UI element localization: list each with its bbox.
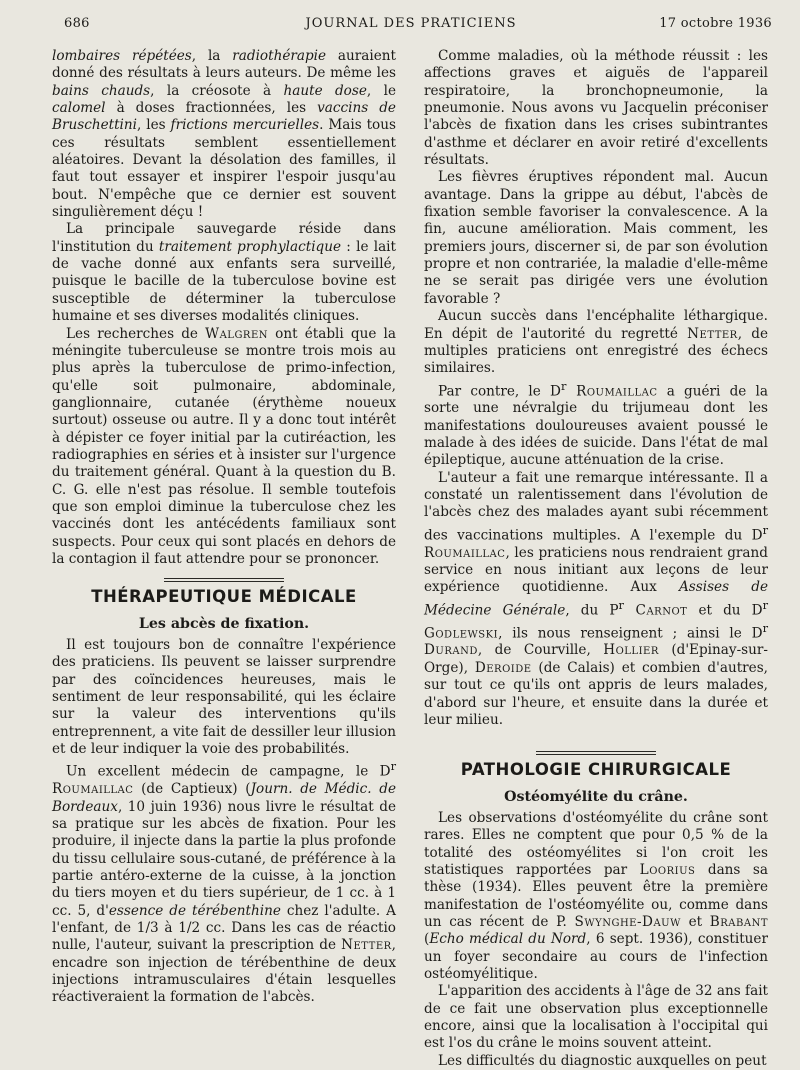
page-number: 686 [64,16,90,31]
section-heading: THÉRAPEUTIQUE MÉDICALE [91,587,357,607]
paragraph: L'apparition des accidents à l'âge de 32 ans fait de ce fait une observation plus exceptionnelle encore, ainsi que la localisation à l'occipital qui est l'os du crâne le moins souvent atteint. [424,983,768,1052]
paragraph: Un excellent médecin de campagne, le $D^r$ Roumaillac (de Captieux) (Journ. de Médic. de Bordeaux, 10 juin 1936) nous livre le résultat de sa pratique sur les abcès de fixation. Pour les produire, il injecte dans la partie la plus profonde du tissu cellulaire sous-cutané, de préférence à la partie antéro-externe de la cuisse, à la jonction du tiers moyen et du tiers supérieur, de 1 cc. à 1 cc. 5, d'essence de térébenthine chez l'adulte. A l'enfant, de 1/3 à 1/2 cc. Dans les cas de réactio nulle, l'auteur, suivant la prescription de Netter, encadre son injection de térébenthine de deux injections intramusculaires d'étain lesquelles réactiveraient la formation de l'abcès. [52,759,396,1006]
paragraph: Les recherches de Walgren ont établi que la méningite tuberculeuse se montre trois mois au plus après la tuberculose de primo-infection, qu'elle soit pulmonaire, abdominale, ganglionnaire, cutanée (érythème noueux surtout) osseuse ou autre. Il y a donc tout intérêt à dépister ce foyer initial par la cutiréaction, les radiographies en séries et à insister sur l'urgence du traitement général. Quant à la question du B. C. G. elle n'est pas résolue. Il semble toutefois que son emploi diminue la tuberculose chez les vaccinés dont les antécédents familiaux sont suspects. Pour ceux qui sont placés en dehors de la contagion il faut attendre pour se prononcer. [52,325,396,567]
paragraph: Les difficultés du diagnostic auxquelles on peut [438,1052,767,1069]
article-title: Ostéomyélite du crâne. [504,788,688,805]
paragraph: Les fièvres éruptives répondent mal. Aucun avantage. Dans la grippe au début, l'abcès de fixation semble favoriser la convalescence. A la fin, aucune amélioration. Mais comment, les premiers jours, discerner si, de par son évolution propre et non contrariée, la maladie d'elle-même ne se serait pas dirigée vers une évolution favorable ? [424,169,768,307]
paragraph: Par contre, le $D^r$ Roumaillac a guéri de la sorte une névralgie du trijumeau dont les manifestations douloureuses avaient poussé le malade à des idées de suicide. Dans l'état de mal épileptique, aucune atténuation de la crise. [424,378,769,469]
paragraph: Comme maladies, où la méthode réussit : les affections graves et aiguës de l'appareil respiratoire, la bronchopneumonie, la pneumonie. Nous avons vu Jacquelin préconiser l'abcès de fixation dans les crises subintrantes d'asthme et déclarer en avoir retiré d'excellents résultats. [424,48,768,169]
section-heading: PATHOLOGIE CHIRURGICALE [460,760,732,780]
paragraph: lombaires répétées, la radiothérapie auraient donné des résultats à leurs auteurs. De même les bains chauds, la créosote à haute dose, le calomel à doses fractionnées, les vaccins de Bruschettini, les frictions mercurielles. Mais tous ces résultats semblent essentiellement aléatoires. Devant la désolation des familles, il faut tout essayer et inspirer l'espoir jusqu'au bout. N'empêche que ce dernier est souvent singulièrement déçu ! [52,48,397,221]
paragraph: Les observations d'ostéomyélite du crâne sont rares. Elles ne comptent que pour 0,5 % de la totalité des ostéomyélites si l'on croit les statistiques rapportées par Loorius dans sa thèse (1934). Elles peuvent être la première manifestation de l'ostéomyélite ou, comme dans un cas récent de P. Swynghe-Dauw et Brabant (Echo médical du Nord, 6 sept. 1936), constituer un foyer secondaire au cours de l'infection ostéomyélitique. [424,809,769,982]
left-column [52,48,396,1007]
issue-date: 17 octobre 1936 [659,16,772,31]
paragraph: L'auteur a fait une remarque intéressante. Il a constaté un ralentissement dans l'évolution de l'abcès chez des malades ayant subi récemment des vaccinations multiples. A l'exemple du $D^r$ Roumaillac, les praticiens nous rendraient grand service en nous initiant aux leçons de leur expérience quotidienne. Aux Assises de Médecine Générale, du $P^r$ Carnot et du $D^r$ Godlewski, ils nous renseignent ; ainsi le $D^r$ Durand, de Courville, Hollier (d'Epinay-sur-Orge), Deroide (de Calais) et combien d'autres, sur tout ce qu'ils ont appris de leurs malades, d'abord sur l'heure, et ensuite dans la durée et leur milieu. [424,469,769,728]
section-divider [164,578,284,582]
journal-title: JOURNAL DES PRATICIENS [305,16,517,31]
article-title: Les abcès de fixation. [138,615,310,632]
right-column [424,48,768,1070]
page-header [50,16,772,38]
paragraph: Aucun succès dans l'encéphalite léthargique. En dépit de l'autorité du regretté Netter, de multiples praticiens ont enregistré des échecs similaires. [424,308,768,377]
section-divider [536,751,656,755]
paragraph: Il est toujours bon de connaître l'expérience des praticiens. Ils peuvent se laisser surprendre par des coïncidences heureuses, mais le sentiment de leur responsabilité, qui les éclaire sur la valeur des interventions qu'ils entreprennent, a vite fait de dessiller leur illusion et de leur indiquer la voie des probabilités. [52,637,396,758]
paragraph: La principale sauvegarde réside dans l'institution du traitement prophylactique : le lait de vache donné aux enfants sera surveillé, puisque le bacille de la tuberculose bovine est susceptible de déterminer la tuberculose humaine et ses diverses modalités cliniques. [52,221,396,325]
